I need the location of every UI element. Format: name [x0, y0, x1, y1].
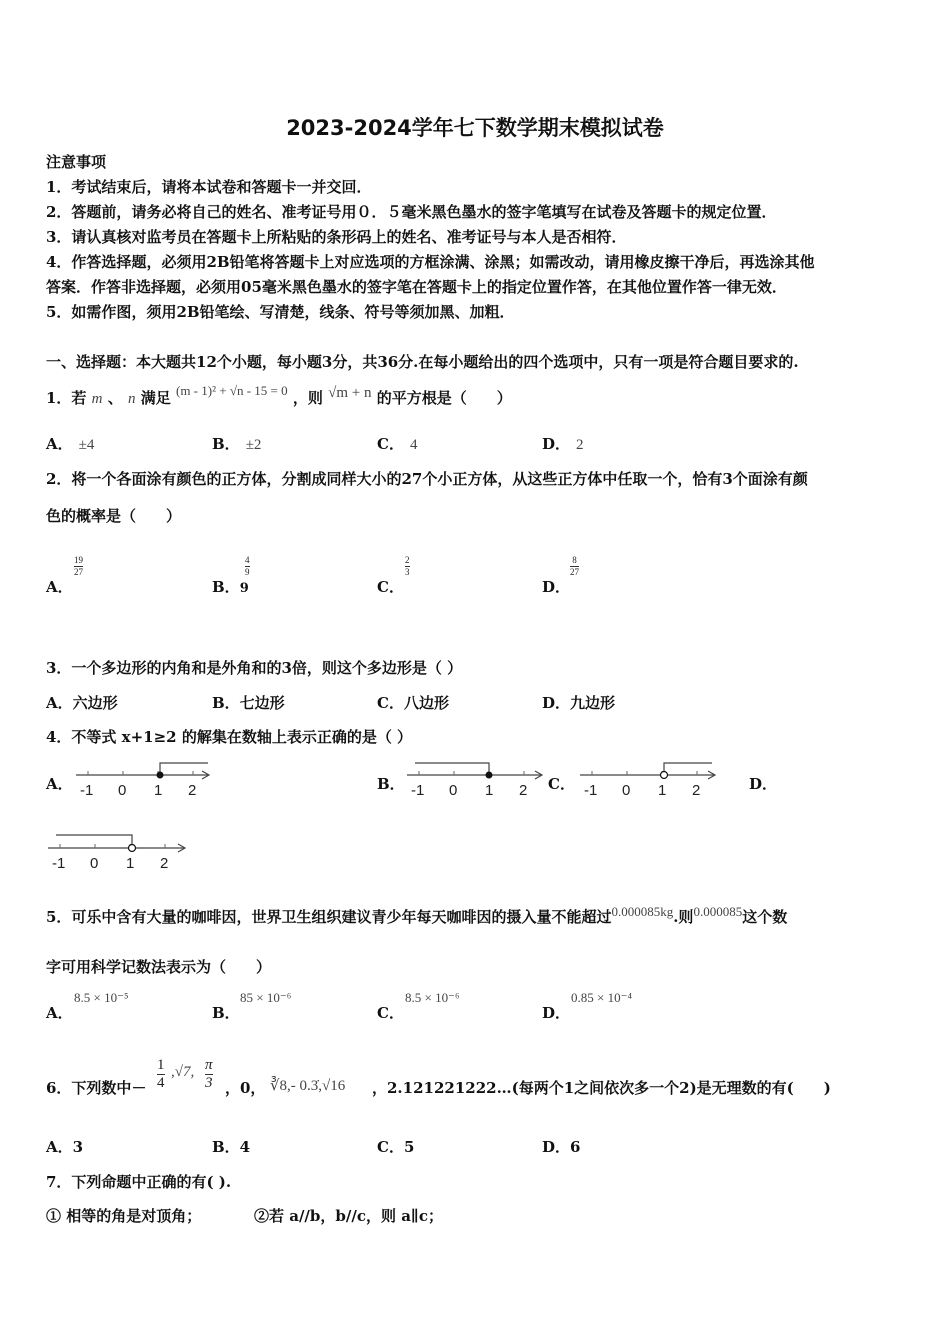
- notice-item: 5．如需作图，须用2B铅笔绘、写清楚，线条、符号等须加黑、加粗．: [46, 303, 515, 321]
- tick-label: -1: [411, 782, 425, 799]
- q6-roots: ∛8,- 0.3̇,√16: [270, 1078, 346, 1094]
- q1-value-d: 2: [576, 437, 584, 453]
- q5-option-a[interactable]: A．: [46, 1004, 73, 1022]
- q4-numberline-a: [74, 760, 214, 800]
- q5-option-d[interactable]: D．: [542, 1004, 571, 1022]
- q6-tail: ，2.121221222…(每两个1之间依次多一个2)是无理数的有( ): [372, 1079, 831, 1097]
- q3-option-b[interactable]: B．七边形: [212, 694, 285, 712]
- q1-sep: 、: [107, 389, 123, 407]
- q2-option-b[interactable]: [212, 577, 249, 599]
- q5-mid: .则: [673, 908, 694, 926]
- q2-option-a[interactable]: A．: [46, 578, 73, 596]
- q5-value-c: 8.5 × 10⁻⁶: [405, 990, 460, 1005]
- q1-then: ，则: [292, 389, 323, 407]
- q5-value-a: 8.5 × 10⁻⁵: [74, 990, 129, 1005]
- q4-option-a[interactable]: A．: [46, 775, 73, 793]
- q6-prefix: 6．下列数中－: [46, 1079, 147, 1097]
- q1-label-a: A．: [46, 435, 73, 453]
- q2-stem-line2: 色的概率是（ ）: [46, 507, 182, 525]
- q5-value-2: 0.000085: [693, 904, 743, 919]
- q5-stem-line2: 字可用科学记数法表示为（ ）: [46, 958, 272, 976]
- q2-extra-digit: 9: [239, 581, 249, 596]
- q1-num: 1．若: [46, 389, 87, 407]
- q3-option-a[interactable]: A．六边形: [46, 694, 118, 712]
- q1-value-b: ±2: [245, 437, 262, 453]
- q2-frac-d: $\frac{8}{27}$: [570, 555, 579, 577]
- q1-option-b[interactable]: [212, 434, 261, 455]
- q2-frac-b: $\frac{4}{9}$: [245, 555, 250, 577]
- q2-stem-line1: 2．将一个各面涂有颜色的正方体，分割成同样大小的27个小正方体，从这些正方体中任取一个，恰有3个面涂有颜: [46, 470, 808, 488]
- section-heading: 一、选择题：本大题共12个小题，每小题3分，共36分.在每小题给出的四个选项中，只有一项是符合题目要求的.: [46, 353, 799, 371]
- q1-label-c: C．: [377, 435, 404, 453]
- q2-frac-a: $\frac{19}{27}$: [74, 555, 83, 577]
- tick-label: 2: [160, 855, 169, 872]
- tick-label: 2: [692, 782, 701, 799]
- q3-option-c[interactable]: C．八边形: [377, 694, 449, 712]
- q2-frac-c: $\frac{2}{3}$: [405, 555, 410, 577]
- tick-label: 1: [485, 782, 494, 799]
- q5-option-c[interactable]: C．: [377, 1004, 404, 1022]
- q4-option-b[interactable]: B．: [377, 775, 405, 793]
- q4-option-d[interactable]: D．: [749, 775, 778, 793]
- q4-numberline-b: [405, 758, 547, 800]
- q1-var-m: m: [91, 391, 103, 407]
- q3-stem: 3．一个多边形的内角和是外角和的3倍，则这个多边形是（ ）: [46, 659, 463, 677]
- tick-label: 2: [188, 782, 197, 799]
- q7-stem: 7．下列命题中正确的有( ).: [46, 1173, 232, 1191]
- q5-value-b: 85 × 10⁻⁶: [240, 990, 292, 1005]
- q6-frac-pi: $\frac{\pi}{3}$: [205, 1057, 213, 1091]
- q7-proposition-1: ① 相等的角是对顶角；: [46, 1207, 202, 1225]
- notice-item: 2．答题前，请务必将自己的姓名、准考证号用０．５毫米黑色墨水的签字笔填写在试卷及答题卡的规定位置．: [46, 203, 777, 221]
- q6-mid: ，0，: [225, 1079, 266, 1097]
- q1-value-c: 4: [409, 437, 418, 453]
- notice-item: 答案．作答非选择题，必须用05毫米黑色墨水的签字笔在答题卡上的指定位置作答，在其他位置作答一律无效．: [46, 278, 787, 296]
- notice-heading: 注意事项: [46, 153, 107, 171]
- tick-label: 1: [126, 855, 135, 872]
- q5-value-d: 0.85 × 10⁻⁴: [571, 990, 632, 1005]
- q1-label-b: B．: [212, 435, 240, 453]
- q5-text-a: 5．可乐中含有大量的咖啡因，世界卫生组织建议青少年每天咖啡因的摄入量不能超过: [46, 908, 612, 926]
- tick-label: 1: [658, 782, 667, 799]
- notice-item: 4．作答选择题，必须用2B铅笔将答题卡上对应选项的方框涂满、涂黑；如需改动，请用橡皮擦干净后，再选涂其他: [46, 253, 815, 271]
- q4-numberline-c: [578, 760, 720, 800]
- notice-item: 1．考试结束后，请将本试卷和答题卡一并交回．: [46, 178, 372, 196]
- q1-option-c[interactable]: [377, 434, 417, 455]
- q1-value-a: ±4: [78, 437, 95, 453]
- tick-label: 0: [622, 782, 631, 799]
- q1-label-d: D．: [542, 435, 571, 453]
- page-title: 2023-2024学年七下数学期末模拟试卷: [286, 116, 664, 140]
- q1-cond: 满足: [140, 389, 171, 407]
- q5-value-1: 0.000085kg: [611, 904, 674, 919]
- q6-sqrt7: ,√7,: [171, 1064, 195, 1080]
- q1-tail: 的平方根是（ ）: [376, 389, 512, 407]
- q6-option-a[interactable]: A．3: [46, 1138, 84, 1156]
- tick-label: 1: [154, 782, 163, 799]
- q5-stem-line1: [46, 904, 788, 928]
- tick-label: -1: [80, 782, 94, 799]
- tick-label: 2: [519, 782, 528, 799]
- q1-option-a[interactable]: [46, 434, 94, 455]
- q1-stem: [46, 383, 512, 409]
- tick-label: 0: [90, 855, 99, 872]
- q2-label-b: B．: [212, 578, 240, 596]
- q6-option-b[interactable]: B．4: [212, 1138, 251, 1156]
- q4-numberline-d: [46, 830, 190, 872]
- q1-option-d[interactable]: [542, 434, 584, 455]
- q7-proposition-2: ②若 a//b，b//c，则 a∥c；: [254, 1207, 443, 1225]
- q5-option-b[interactable]: B．: [212, 1004, 240, 1022]
- tick-label: 0: [118, 782, 127, 799]
- tick-label: -1: [52, 855, 66, 872]
- tick-label: 0: [449, 782, 458, 799]
- q2-option-c[interactable]: C．: [377, 578, 404, 596]
- tick-label: -1: [584, 782, 598, 799]
- q2-option-d[interactable]: D．: [542, 578, 571, 596]
- q1-root: √m + n: [328, 385, 372, 401]
- q3-option-d[interactable]: D．九边形: [542, 694, 616, 712]
- q6-option-c[interactable]: C．5: [377, 1138, 415, 1156]
- q6-frac-quarter: $\frac{1}{4}$: [157, 1057, 165, 1091]
- q5-text-b: 这个数: [742, 908, 788, 926]
- q4-stem: 4．不等式 x+1≥2 的解集在数轴上表示正确的是（ ）: [46, 728, 413, 746]
- notice-item: 3．请认真核对监考员在答题卡上所粘贴的条形码上的姓名、准考证号与本人是否相符．: [46, 228, 627, 246]
- q1-equation: (m - 1)² + √n - 15 = 0: [175, 383, 288, 398]
- q1-var-n: n: [128, 391, 136, 407]
- q4-option-c[interactable]: C．: [548, 775, 575, 793]
- q6-option-d[interactable]: D．6: [542, 1138, 581, 1156]
